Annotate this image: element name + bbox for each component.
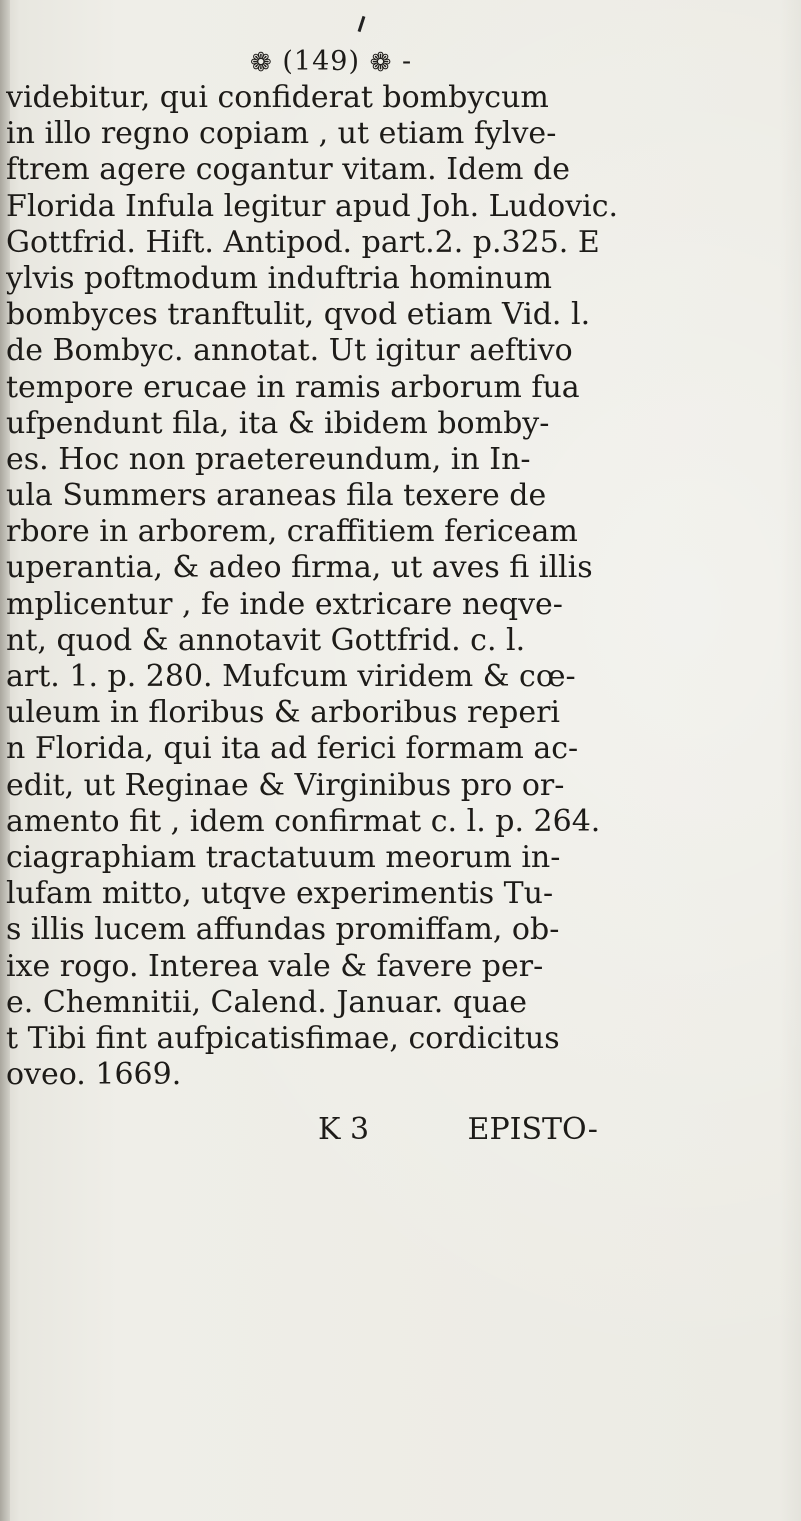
text-line: amento fit , idem confirmat c. l. p. 264. — [6, 803, 601, 839]
text-line: edit, ut Reginae & Virginibus pro or- — [6, 767, 565, 803]
page-footer — [318, 1112, 778, 1147]
text-line: mplicentur , fe inde extricare neqve- — [6, 586, 563, 622]
body-text — [6, 80, 776, 1093]
text-line: de Bombyc. annotat. Ut igitur aeftivo — [6, 333, 573, 369]
text-line: in illo regno copiam , ut etiam fylve- — [6, 116, 557, 152]
page-number: (149) — [282, 46, 360, 77]
ornament-right-icon: ❁ — [369, 48, 393, 78]
text-line: ufpendunt fila, ita & ibidem bomby- — [6, 405, 550, 441]
text-line: rbore in arborem, craffitiem fericeam — [6, 514, 578, 550]
signature-mark: K 3 — [318, 1112, 370, 1147]
text-line: ciagraphiam tractatuum meorum in- — [6, 839, 561, 875]
text-line: t Tibi fint aufpicatisfimae, cordicitus — [6, 1020, 560, 1056]
ornament-left-icon: ❁ — [250, 48, 273, 78]
text-line: ula Summers araneas fila texere de — [6, 478, 547, 514]
text-line: videbitur, qui confiderat bombycum — [6, 80, 549, 115]
text-line: bombyces tranftulit, qvod etiam Vid. l. — [6, 297, 591, 333]
header-dash: - — [401, 46, 413, 77]
text-line: es. Hoc non praetereundum, in In- — [6, 441, 531, 477]
text-line: uleum in floribus & arboribus reperi — [6, 695, 561, 731]
text-line: tempore erucae in ramis arborum fua — [6, 369, 580, 405]
text-line: oveo. 1669. — [6, 1057, 182, 1093]
text-line: n Florida, qui ita ad ferici formam ac- — [6, 731, 579, 767]
text-line: ylvis poftmodum induftria hominum — [6, 260, 552, 296]
catchword: EPISTO- — [467, 1112, 598, 1147]
text-line: ixe rogo. Interea vale & favere per- — [6, 948, 544, 984]
page-header — [250, 46, 412, 78]
ink-mark — [358, 16, 366, 32]
text-line: lufam mitto, utqve experimentis Tu- — [6, 876, 554, 912]
text-line: uperantia, & adeo firma, ut aves fi illis — [6, 550, 593, 586]
text-line: Florida Infula legitur apud Joh. Ludovic. — [6, 188, 619, 224]
text-line: Gottfrid. Hift. Antipod. part.2. p.325. E — [6, 224, 600, 260]
text-line: nt, quod & annotavit Gottfrid. c. l. — [6, 622, 526, 658]
text-line: art. 1. p. 280. Mufcum viridem & cœ- — [6, 659, 576, 694]
text-line: ftrem agere cogantur vitam. Idem de — [6, 152, 570, 188]
text-line: s illis lucem affundas promiffam, ob- — [6, 912, 560, 948]
text-line: e. Chemnitii, Calend. Januar. quae — [6, 984, 528, 1020]
